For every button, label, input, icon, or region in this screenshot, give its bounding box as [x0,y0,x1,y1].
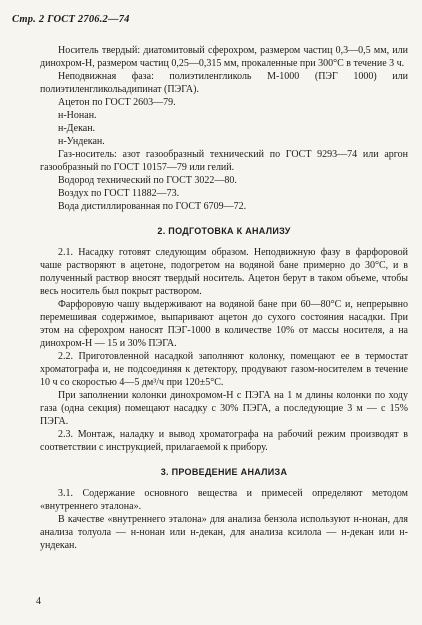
reagent-item: н-Нонан. [58,110,97,121]
section-2-paragraph: 2.2. Приготовленной насадкой заполняют колонку, помещают ее в термостат хроматографа и, не подсоединяя к детектору, продувают газом-носителем в течение 10 ч со скоростью 4—5 дм³/ч при 120±5°С. [40,351,408,388]
reagent-item: Неподвижная фаза: полиэтиленгликоль М-1000 (ПЭГ 1000) или полиэтиленгликольадипинат (ПЭГА). [40,71,408,95]
reagent-item: Вода дистиллированная по ГОСТ 6709—72. [58,201,247,212]
page-header: Стр. 2 ГОСТ 2706.2—74 [12,14,130,25]
section-3-paragraph: В качестве «внутреннего эталона» для анализа бензола используют н-нонан, для анализа толуола — н-нонан или н-декан, для анализа ксилола — н-декан или н-ундекан. [40,514,408,551]
reagent-item: Воздух по ГОСТ 11882—73. [58,188,180,199]
section-2-paragraph: 2.3. Монтаж, наладку и вывод хроматографа на рабочий режим производят в соответствии с инструкцией, прилагаемой к прибору. [40,429,408,453]
reagent-item: Носитель твердый: диатомитовый сферохром, размером частиц 0,3—0,5 мм, или динохром-Н, размером частиц 0,25—0,315 мм, прокаленные при 300°С в течение 3 ч. [40,45,408,69]
page-number: 4 [36,596,41,607]
reagent-item: Ацетон по ГОСТ 2603—79. [58,97,176,108]
section-3-paragraph: 3.1. Содержание основного вещества и примесей определяют методом «внутреннего эталона». [40,488,408,512]
reagents-list [40,44,408,213]
section-2-paragraph: Фарфоровую чашу выдерживают на водяной бане при 60—80°С и, непрерывно перемешивая содержимое, выпаривают ацетон до сухого состояния насадки. При этом на сферохром наносят ПЭГ-1000 в количестве 10% от массы носителя, а на динохром-Н — 15 и 30% ПЭГА. [40,299,408,349]
reagent-item: Водород технический по ГОСТ 3022—80. [58,175,237,186]
section-2-title: 2. ПОДГОТОВКА К АНАЛИЗУ [157,226,291,236]
reagent-item: Газ-носитель: азот газообразный технический по ГОСТ 9293—74 или аргон газообразный по ГОСТ 10157—79 или гелий. [40,149,408,173]
section-3-title: 3. ПРОВЕДЕНИЕ АНАЛИЗА [160,467,288,477]
section-2-paragraph: При заполнении колонки динохромом-Н с ПЭГА на 1 м длины колонки по ходу газа (одна секция) помещают насадку с 30% ПЭГА, а последующие 3 м — с 15% ПЭГА. [40,390,408,427]
reagent-item: н-Декан. [58,123,96,134]
reagent-item: н-Ундекан. [58,136,105,147]
document-body [40,44,408,552]
section-2-paragraph: 2.1. Насадку готовят следующим образом. Неподвижную фазу в фарфоровой чаше растворяют в ацетоне, подогретом на водяной бане примерно до 30°С, и в полученный раствор вносят твердый носитель. Ацетон берут в таком объеме, чтобы весь носитель был покрыт раствором. [40,247,408,297]
